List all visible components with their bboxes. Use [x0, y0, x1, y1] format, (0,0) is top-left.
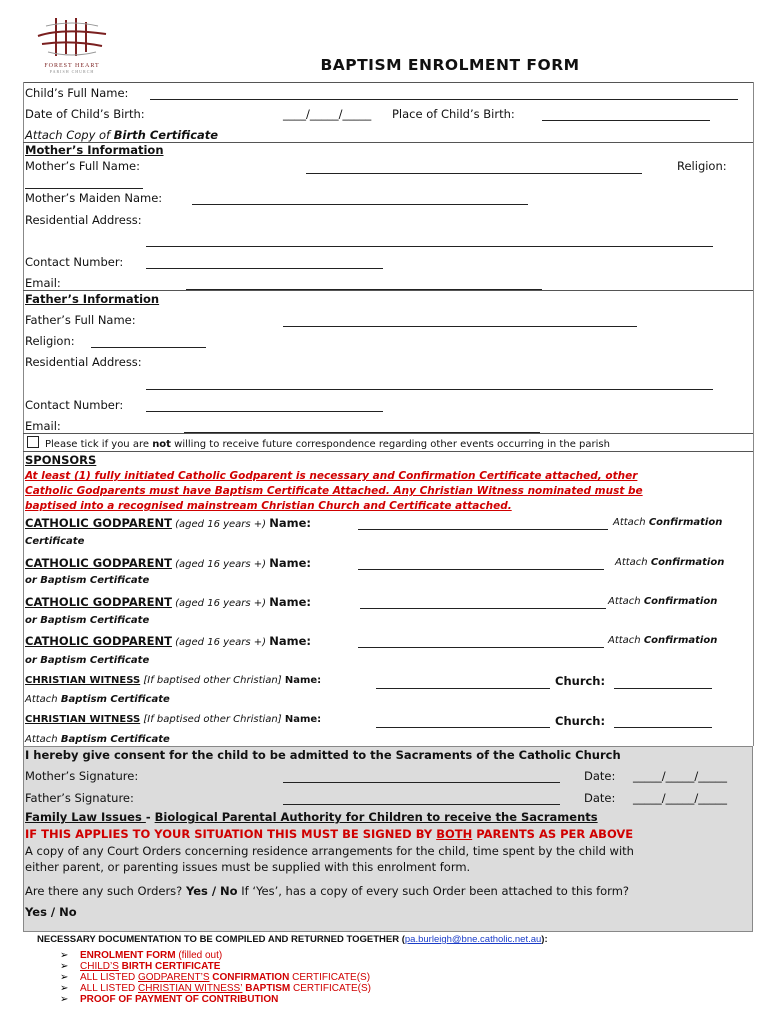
godparent-4-attach-note: Attach Confirmation: [608, 635, 718, 646]
godparent-1-attach-cont: Certificate: [25, 536, 85, 547]
witness-2-church-field[interactable]: [614, 727, 712, 728]
form-left-border: [23, 82, 24, 746]
mother-signature-field[interactable]: [283, 782, 560, 783]
consent-statement: I hereby give consent for the child to be admitted to the Sacraments of the Catholic Church: [25, 748, 621, 762]
father-contact-label: Contact Number:: [25, 398, 124, 412]
godparent-1-attach-note: Attach Confirmation: [613, 517, 723, 528]
father-full-name-label: Father’s Full Name:: [25, 313, 136, 327]
sponsors-notice-line2: Catholic Godparents must have Baptism Certificate Attached. Any Christian Witness nominated must be: [25, 485, 643, 497]
court-orders-line2: either parent, or parenting issues must be supplied with this enrolment form.: [25, 860, 471, 874]
father-religion-label: Religion:: [25, 334, 75, 348]
documentation-item-text: GODPARENT’S: [138, 972, 210, 983]
documentation-item-text: ALL LISTED: [80, 983, 138, 994]
documentation-item-text: ALL LISTED: [80, 972, 138, 983]
parish-email-link[interactable]: pa.burleigh@bne.catholic.net.au: [404, 934, 542, 945]
father-section-rule: [23, 433, 753, 434]
logo-org-line2: PARISH CHURCH: [49, 69, 95, 74]
witness-2-church-label: Church:: [555, 714, 606, 728]
godparent-3-row: CATHOLIC GODPARENT (aged 16 years +) Name:: [25, 595, 312, 609]
arrow-bullet-icon: ➢: [60, 994, 69, 1005]
arrow-bullet-icon: ➢: [60, 983, 69, 994]
child-attach-note: Attach Copy of Birth Certificate: [25, 128, 219, 142]
witness-2-row: CHRISTIAN WITNESS [If baptised other Christian] Name:: [25, 714, 322, 725]
documentation-item: [60, 994, 371, 1005]
correspondence-rule: [23, 451, 753, 452]
father-heading: Father’s Information: [25, 292, 160, 306]
father-address-label: Residential Address:: [25, 355, 142, 369]
child-dob-field[interactable]: ____/_____/_____: [283, 107, 372, 121]
documentation-item-text: BAPTISM: [242, 983, 291, 994]
godparent-2-attach-cont: or Baptism Certificate: [25, 575, 150, 586]
mother-date-field[interactable]: _____/_____/_____: [633, 769, 727, 783]
godparent-3-attach-cont: or Baptism Certificate: [25, 615, 150, 626]
mother-full-name-label: Mother’s Full Name:: [25, 159, 140, 173]
mother-heading: Mother’s Information: [25, 143, 164, 157]
child-dob-label: Date of Child’s Birth:: [25, 107, 145, 121]
logo-mark-icon: [32, 14, 112, 60]
documentation-item-text: CONFIRMATION: [209, 972, 290, 983]
sponsors-notice-line3: baptised into a recognised mainstream Christian Church and Certificate attached.: [25, 500, 512, 512]
documentation-item-text: CHRISTIAN WITNESS’: [138, 983, 243, 994]
mother-address-field[interactable]: [146, 246, 713, 247]
father-email-label: Email:: [25, 419, 61, 433]
mother-maiden-name-label: Mother’s Maiden Name:: [25, 191, 163, 205]
documentation-item-text: ENROLMENT FORM: [80, 950, 176, 961]
father-contact-field[interactable]: [146, 411, 383, 412]
documentation-item: [60, 950, 371, 961]
godparent-1-row: CATHOLIC GODPARENT (aged 16 years +) Name:: [25, 516, 312, 530]
mother-address-label: Residential Address:: [25, 213, 142, 227]
father-full-name-field[interactable]: [283, 326, 637, 327]
godparent-4-attach-cont: or Baptism Certificate: [25, 655, 150, 666]
documentation-heading: NECESSARY DOCUMENTATION TO BE COMPILED AND RETURNED TOGETHER (pa.burleigh@bne.catholic.net.au):: [37, 934, 548, 945]
witness-1-church-field[interactable]: [614, 688, 712, 689]
father-address-field[interactable]: [146, 389, 713, 390]
mother-maiden-name-field[interactable]: [192, 204, 528, 205]
child-full-name-field[interactable]: [150, 99, 738, 100]
father-signature-label: Father’s Signature:: [25, 791, 134, 805]
witness-1-name-field[interactable]: [376, 688, 550, 689]
mother-full-name-field[interactable]: [306, 173, 642, 174]
documentation-item: [60, 972, 371, 983]
documentation-item: [60, 961, 371, 972]
mother-religion-label: Religion:: [677, 159, 727, 173]
copy-attached-yes-no[interactable]: Yes / No: [25, 905, 77, 919]
mother-email-label: Email:: [25, 276, 61, 290]
correspondence-checkbox[interactable]: [27, 436, 39, 448]
witness-1-row: CHRISTIAN WITNESS [If baptised other Christian] Name:: [25, 675, 322, 686]
child-full-name-label: Child’s Full Name:: [25, 86, 129, 100]
form-title: BAPTISM ENROLMENT FORM: [320, 56, 580, 74]
witness-1-church-label: Church:: [555, 674, 606, 688]
godparent-4-row: CATHOLIC GODPARENT (aged 16 years +) Name:: [25, 634, 312, 648]
child-birthplace-field[interactable]: [542, 120, 710, 121]
orders-yes-no[interactable]: Yes / No: [185, 884, 238, 898]
child-birthplace-label: Place of Child’s Birth:: [392, 107, 515, 121]
documentation-item-text: CERTIFICATE(S): [289, 972, 371, 983]
father-religion-field[interactable]: [91, 347, 206, 348]
mother-signature-label: Mother’s Signature:: [25, 769, 139, 783]
father-date-field[interactable]: _____/_____/_____: [633, 791, 727, 805]
mother-section-rule: [23, 290, 753, 291]
godparent-2-name-field[interactable]: [358, 569, 604, 570]
sponsors-notice-line1: At least (1) fully initiated Catholic Godparent is necessary and Confirmation Certificate attached, other: [25, 470, 638, 482]
correspondence-option: Please tick if you are not willing to receive future correspondence regarding other events occurring in the parish: [27, 436, 610, 450]
documentation-item-text: (filled out): [175, 950, 223, 961]
godparent-2-attach-note: Attach Confirmation: [615, 557, 725, 568]
witness-2-name-field[interactable]: [376, 727, 550, 728]
mother-date-label: Date:: [584, 769, 616, 783]
orders-question: Are there any such Orders? Yes / No If ‘Yes’, has a copy of every such Order been attached to this form?: [25, 884, 630, 898]
form-right-border: [753, 82, 754, 746]
sponsors-heading: SPONSORS: [25, 453, 97, 467]
title-rule: [23, 82, 753, 83]
father-signature-field[interactable]: [283, 804, 560, 805]
father-date-label: Date:: [584, 791, 616, 805]
documentation-item-text: CHILD’S: [80, 961, 119, 972]
logo-org-line1: FOREST HEART: [44, 63, 100, 69]
godparent-3-attach-note: Attach Confirmation: [608, 596, 718, 607]
arrow-bullet-icon: ➢: [60, 961, 69, 972]
documentation-item-text: BIRTH CERTIFICATE: [118, 961, 221, 972]
family-law-heading: Family Law Issues - Biological Parental Authority for Children to receive the Sacraments: [25, 810, 598, 824]
mother-contact-label: Contact Number:: [25, 255, 124, 269]
witness-1-attach-note: Attach Baptism Certificate: [25, 694, 170, 705]
mother-contact-field[interactable]: [146, 268, 383, 269]
court-orders-line1: A copy of any Court Orders concerning residence arrangements for the child, time spent by the child with: [25, 844, 634, 858]
arrow-bullet-icon: ➢: [60, 950, 69, 961]
documentation-item: [60, 983, 371, 994]
mother-religion-field[interactable]: [25, 188, 143, 189]
both-parents-warning: IF THIS APPLIES TO YOUR SITUATION THIS MUST BE SIGNED BY BOTH PARENTS AS PER ABOVE: [25, 827, 634, 841]
godparent-3-name-field[interactable]: [360, 608, 606, 609]
godparent-1-name-field[interactable]: [358, 529, 608, 530]
documentation-checklist: [60, 950, 371, 1005]
arrow-bullet-icon: ➢: [60, 972, 69, 983]
documentation-item-text: PROOF OF PAYMENT OF CONTRIBUTION: [80, 994, 279, 1005]
godparent-4-name-field[interactable]: [358, 647, 604, 648]
documentation-item-text: CERTIFICATE(S): [290, 983, 371, 994]
witness-2-attach-note: Attach Baptism Certificate: [25, 734, 170, 745]
godparent-2-row: CATHOLIC GODPARENT (aged 16 years +) Name:: [25, 556, 312, 570]
